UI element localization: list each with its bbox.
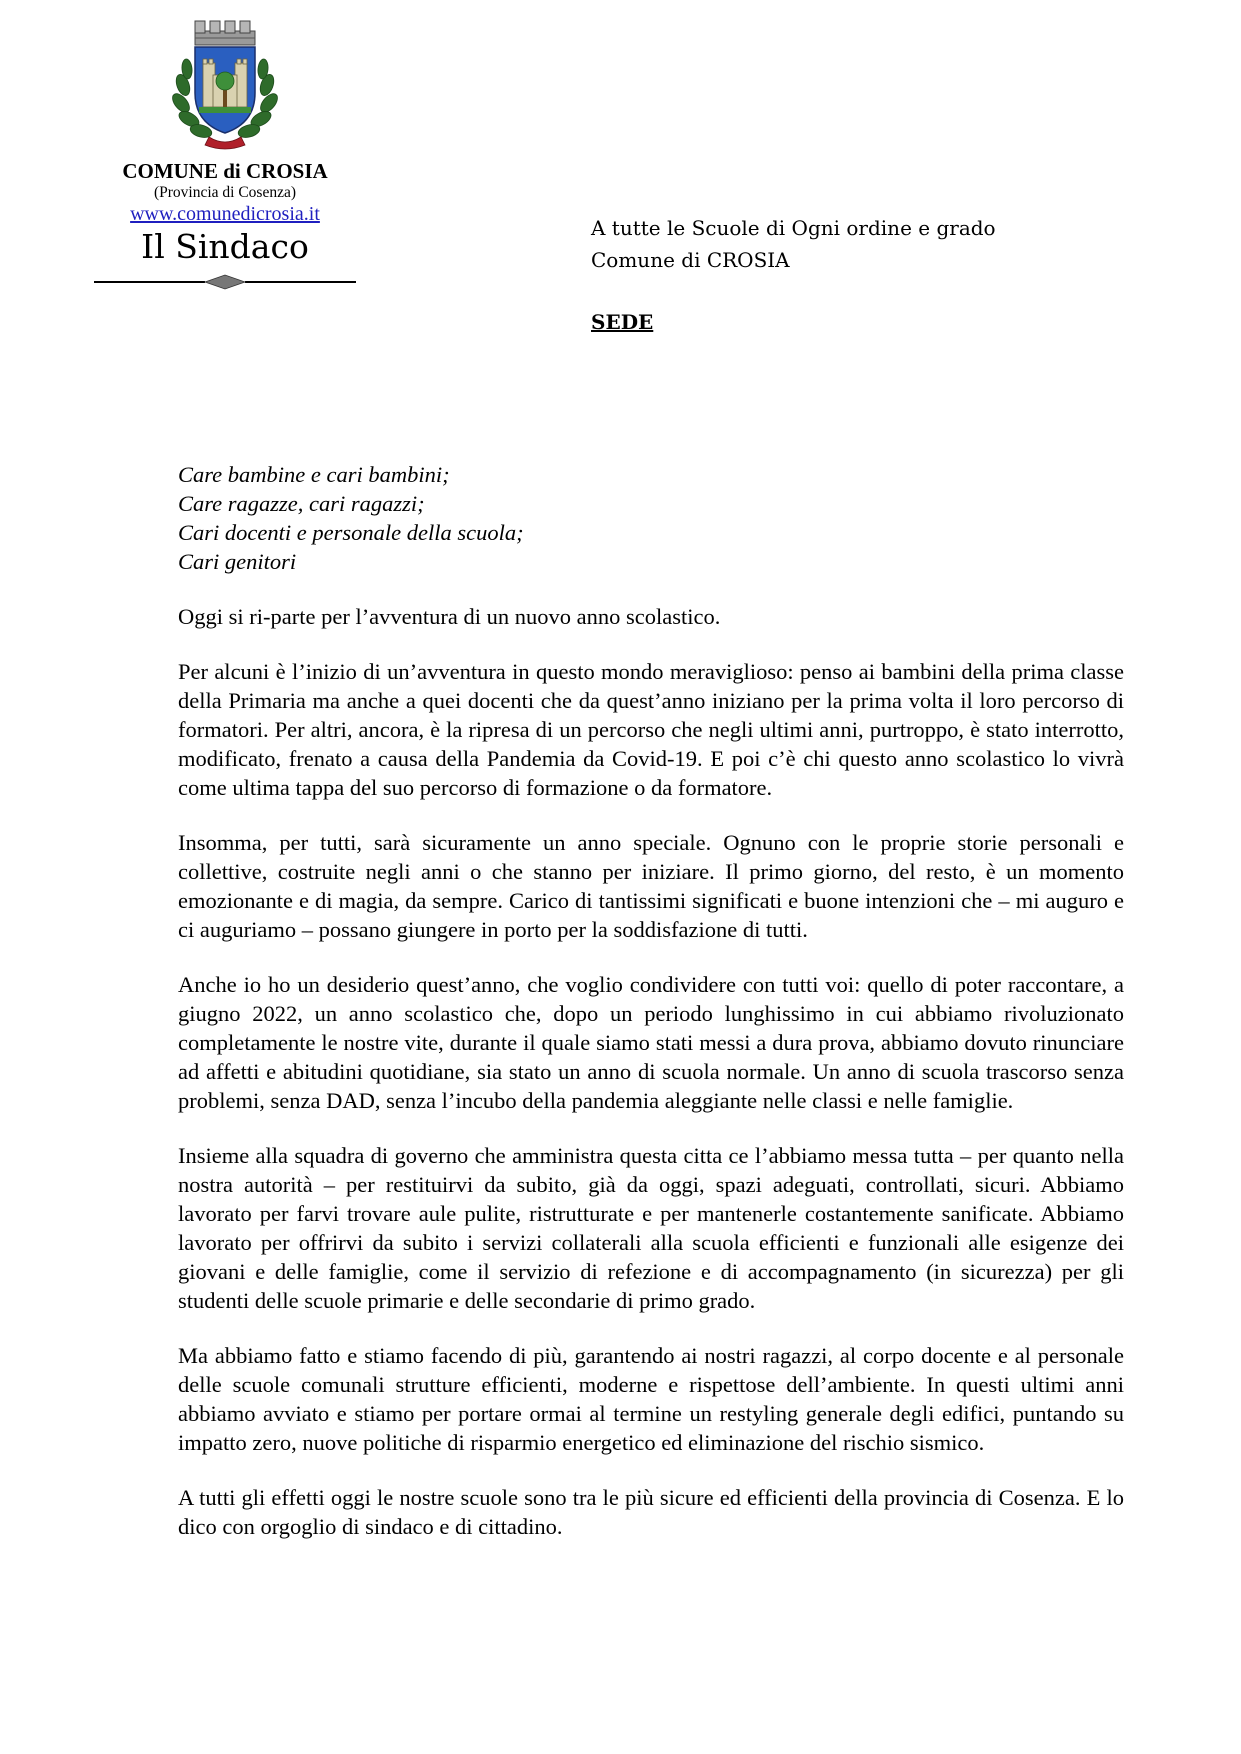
- paragraph: A tutti gli effetti oggi le nostre scuole sono tra le più sicure ed efficienti della provincia di Cosenza. E lo dico con orgoglio di sindaco e di cittadino.: [178, 1485, 1124, 1539]
- paragraph: Anche io ho un desiderio quest’anno, che voglio condividere con tutti voi: quello di poter raccontare, a giugno 2022, un anno scolastico che, dopo un periodo lunghissimo in cui abbiamo rivoluzionato completamente le nostre vite, durante il quale siamo stati messi a dura prova, abbiamo dovuto rinunciare ad affetti e abitudini quotidiane, sia stato un anno di scuola normale. Un anno di scuola trascorso senza problemi, senza DAD, senza l’incubo della pandemia aleggiante nelle classi e nelle famiglie.: [178, 972, 1124, 1113]
- salutation: [178, 460, 1124, 576]
- salutation-line: Cari genitori: [178, 549, 297, 574]
- salutation-line: Care ragazze, cari ragazzi;: [178, 491, 425, 516]
- paragraph: Oggi si ri-parte per l’avventura di un nuovo anno scolastico.: [178, 604, 721, 629]
- recipient-block: [591, 212, 996, 338]
- salutation-line: Care bambine e cari bambini;: [178, 462, 450, 487]
- province-label: (Provincia di Cosenza): [153, 184, 297, 201]
- recipient-line-2: Comune di CROSIA: [591, 248, 790, 272]
- paragraph: Per alcuni è l’inizio di un’avventura in questo mondo meraviglioso: penso ai bambini della prima classe della Primaria ma anche a quei docenti che da quest’anno iniziano per la prima volta il loro percorso di formatori. Per altri, ancora, è la ripresa di un percorso che negli ultimi anni, purtroppo, è stato interrotto, modificato, frenato a causa della Pandemia da Covid-19. E poi c’è chi questo anno scolastico lo vivrà come ultima tappa del suo percorso di formazione o da formatore.: [178, 659, 1124, 800]
- website-link[interactable]: www.comunedicrosia.it: [130, 203, 320, 225]
- recipient-sede: SEDE: [591, 310, 654, 334]
- letterhead: [85, 15, 365, 290]
- recipient-line-1: A tutte le Scuole di Ogni ordine e grado: [591, 216, 996, 240]
- salutation-line: Cari docenti e personale della scuola;: [178, 520, 524, 545]
- office-title: Il Sindaco: [141, 227, 309, 266]
- comune-name: COMUNE di CROSIA: [122, 159, 328, 183]
- letter-body: [178, 460, 1124, 1567]
- coat-of-arms-crest: [169, 15, 281, 151]
- ornament-divider-icon: [92, 274, 358, 290]
- paragraph: Ma abbiamo fatto e stiamo facendo di più, garantendo ai nostri ragazzi, al corpo docente e al personale delle scuole comunali strutture efficienti, moderne e rispettose dell’ambiente. In questi ultimi anni abbiamo avviato e stiamo per portare ormai al termine un restyling generale degli edifici, puntando su impatto zero, nuove politiche di risparmio energetico ed eliminazione del rischio sismico.: [178, 1343, 1124, 1455]
- paragraph: Insomma, per tutti, sarà sicuramente un anno speciale. Ognuno con le proprie storie personali e collettive, costruite negli anni o che stanno per iniziare. Il primo giorno, del resto, è un momento emozionante e di magia, da sempre. Carico di tantissimi significati e buone intenzioni che – mi auguro e ci auguriamo – possano giungere in porto per la soddisfazione di tutti.: [178, 830, 1124, 942]
- paragraph: Insieme alla squadra di governo che amministra questa citta ce l’abbiamo messa tutta – per quanto nella nostra autorità – per restituirvi da subito, già da oggi, spazi adeguati, controllati, sicuri. Abbiamo lavorato per farvi trovare aule pulite, ristrutturate e per mantenerle costantemente sanificate. Abbiamo lavorato per offrirvi da subito i servizi collaterali alla scuola efficienti e funzionali alle esigenze dei giovani e delle famiglie, come il servizio di refezione e di accompagnamento (in sicurezza) per gli studenti delle scuole primarie e delle secondarie di primo grado.: [178, 1143, 1124, 1313]
